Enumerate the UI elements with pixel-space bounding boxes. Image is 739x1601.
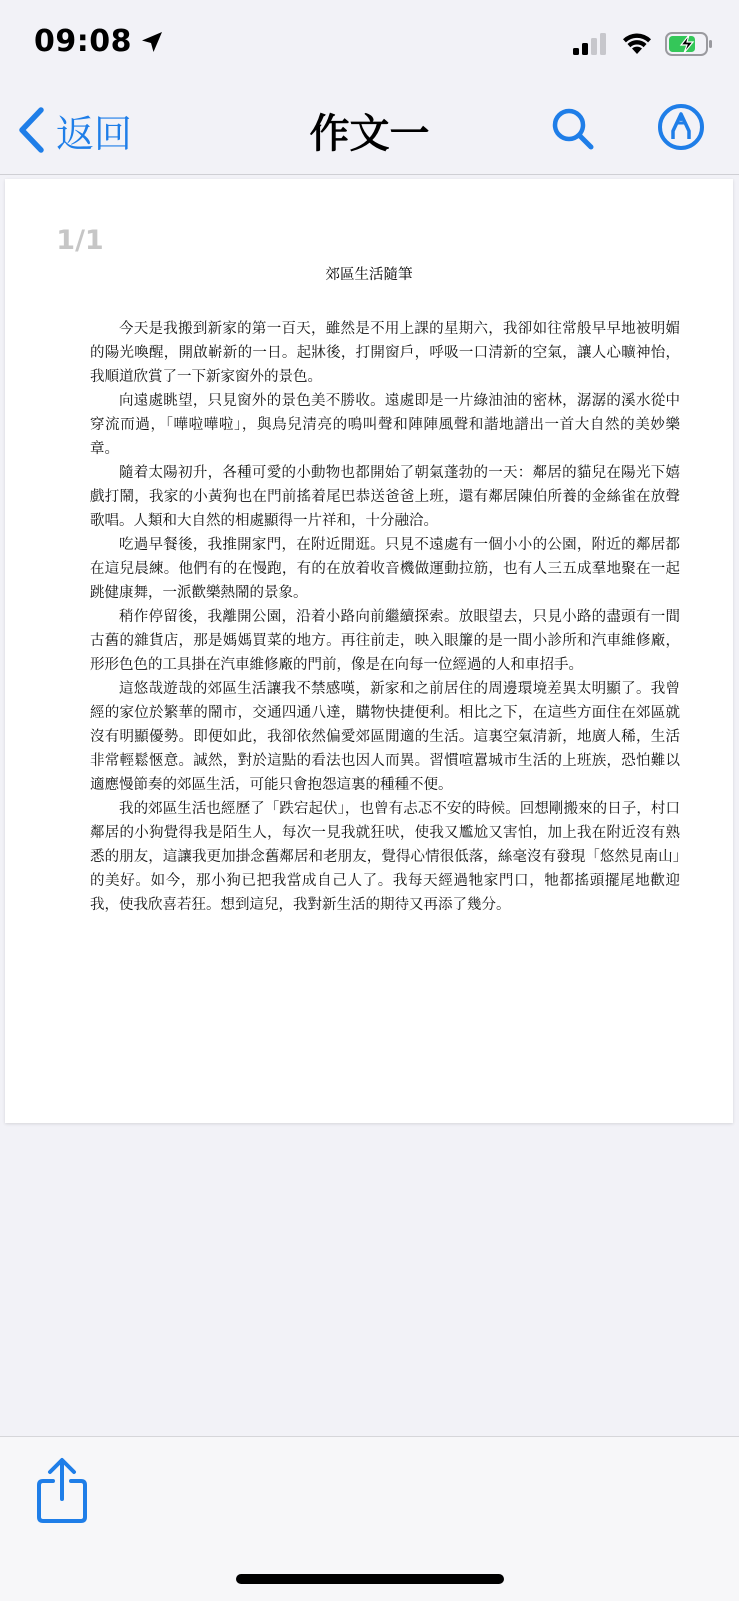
- markup-pen-icon: [656, 102, 706, 152]
- status-icons: [573, 32, 713, 56]
- paragraph: 向遠處眺望，只見窗外的景色美不勝收。遠處即是一片綠油油的密林，潺潺的溪水從中穿流而過，「嘩啦嘩啦」，與鳥兒清亮的鳴叫聲和陣陣風聲和諧地譜出一首大自然的美妙樂章。: [90, 393, 680, 457]
- paragraph: 吃過早餐後，我推開家門，在附近閒逛。只見不遠處有一個小小的公園，附近的鄰居都在這兒晨練。他們有的在慢跑，有的在放着收音機做運動拉筋，也有人三五成羣地聚在一起跳健康舞，一派歡樂熱鬧的景象。: [90, 537, 680, 601]
- paragraph: 這悠哉遊哉的郊區生活讓我不禁感嘆，新家和之前居住的周邊環境差異太明顯了。我曾經的家位於繁華的鬧市，交通四通八達，購物快捷便利。相比之下，在這些方面住在郊區就沒有明顯優勢。即便如此，我卻依然偏愛郊區閒適的生活。這裏空氣清新，地廣人稀，生活非常輕鬆愜意。誠然，對於這點的看法也因人而異。習慣喧囂城市生活的上班族，恐怕難以適應慢節奏的郊區生活，可能只會抱怨這裏的種種不便。: [90, 681, 680, 793]
- nav-bar: [0, 92, 739, 175]
- bottom-toolbar: [0, 1436, 739, 1601]
- document-page[interactable]: [5, 179, 733, 1123]
- share-button[interactable]: [34, 1457, 90, 1525]
- paragraph: 今天是我搬到新家的第一百天，雖然是不用上課的星期六，我卻如往常般早早地被明媚的陽光喚醒，開啟嶄新的一日。起牀後，打開窗戶，呼吸一口清新的空氣，讓人心曠神怡，我順道欣賞了一下新家窗外的景色。: [90, 321, 680, 385]
- status-time: [34, 24, 164, 59]
- page-title: 作文一: [309, 111, 430, 157]
- back-button-label: 返回: [56, 111, 133, 156]
- paragraph: 稍作停留後，我離開公園，沿着小路向前繼續探索。放眼望去，只見小路的盡頭有一間古舊的雜貨店，那是媽媽買菜的地方。再往前走，映入眼簾的是一間小診所和汽車維修廠，形形色色的工具掛在汽車維修廠的門前，像是在向每一位經過的人和車招手。: [90, 609, 680, 673]
- search-button[interactable]: [548, 104, 598, 154]
- home-indicator[interactable]: [236, 1574, 504, 1584]
- paragraph: 我的郊區生活也經歷了「跌宕起伏」，也曾有忐忑不安的時候。回想剛搬來的日子，村口鄰居的小狗覺得我是陌生人，每次一見我就狂吠，使我又尷尬又害怕，加上我在附近沒有熟悉的朋友，這讓我更加掛念舊鄰居和老朋友，覺得心情很低落，絲毫沒有發現「悠然見南山」的美好。如今，那小狗已把我當成自己人了。我每天經過牠家門口，牠都搖頭擺尾地歡迎我，使我欣喜若狂。想到這兒，我對新生活的期待又再添了幾分。: [90, 801, 680, 913]
- back-button[interactable]: [16, 100, 132, 160]
- search-icon: [548, 104, 598, 154]
- battery-charging-icon: [665, 32, 713, 56]
- document-title: 郊區生活隨筆: [325, 267, 413, 283]
- status-time-text: 09:08: [34, 24, 132, 59]
- page-indicator: 1/1: [49, 213, 111, 267]
- paragraph: 隨着太陽初升，各種可愛的小動物也都開始了朝氣蓬勃的一天：鄰居的貓兒在陽光下嬉戲打鬧，我家的小黃狗也在門前搖着尾巴恭送爸爸上班，還有鄰居陳伯所養的金絲雀在放聲歌唱。人類和大自然的相處顯得一片祥和，十分融洽。: [90, 465, 680, 529]
- share-icon: [34, 1457, 90, 1525]
- markup-button[interactable]: [656, 102, 706, 152]
- cellular-signal-icon: [573, 33, 609, 55]
- location-arrow-icon: [140, 30, 164, 54]
- chevron-left-icon: [16, 107, 46, 153]
- status-bar: [0, 0, 739, 92]
- document-body: [90, 317, 680, 917]
- wifi-icon: [621, 32, 653, 56]
